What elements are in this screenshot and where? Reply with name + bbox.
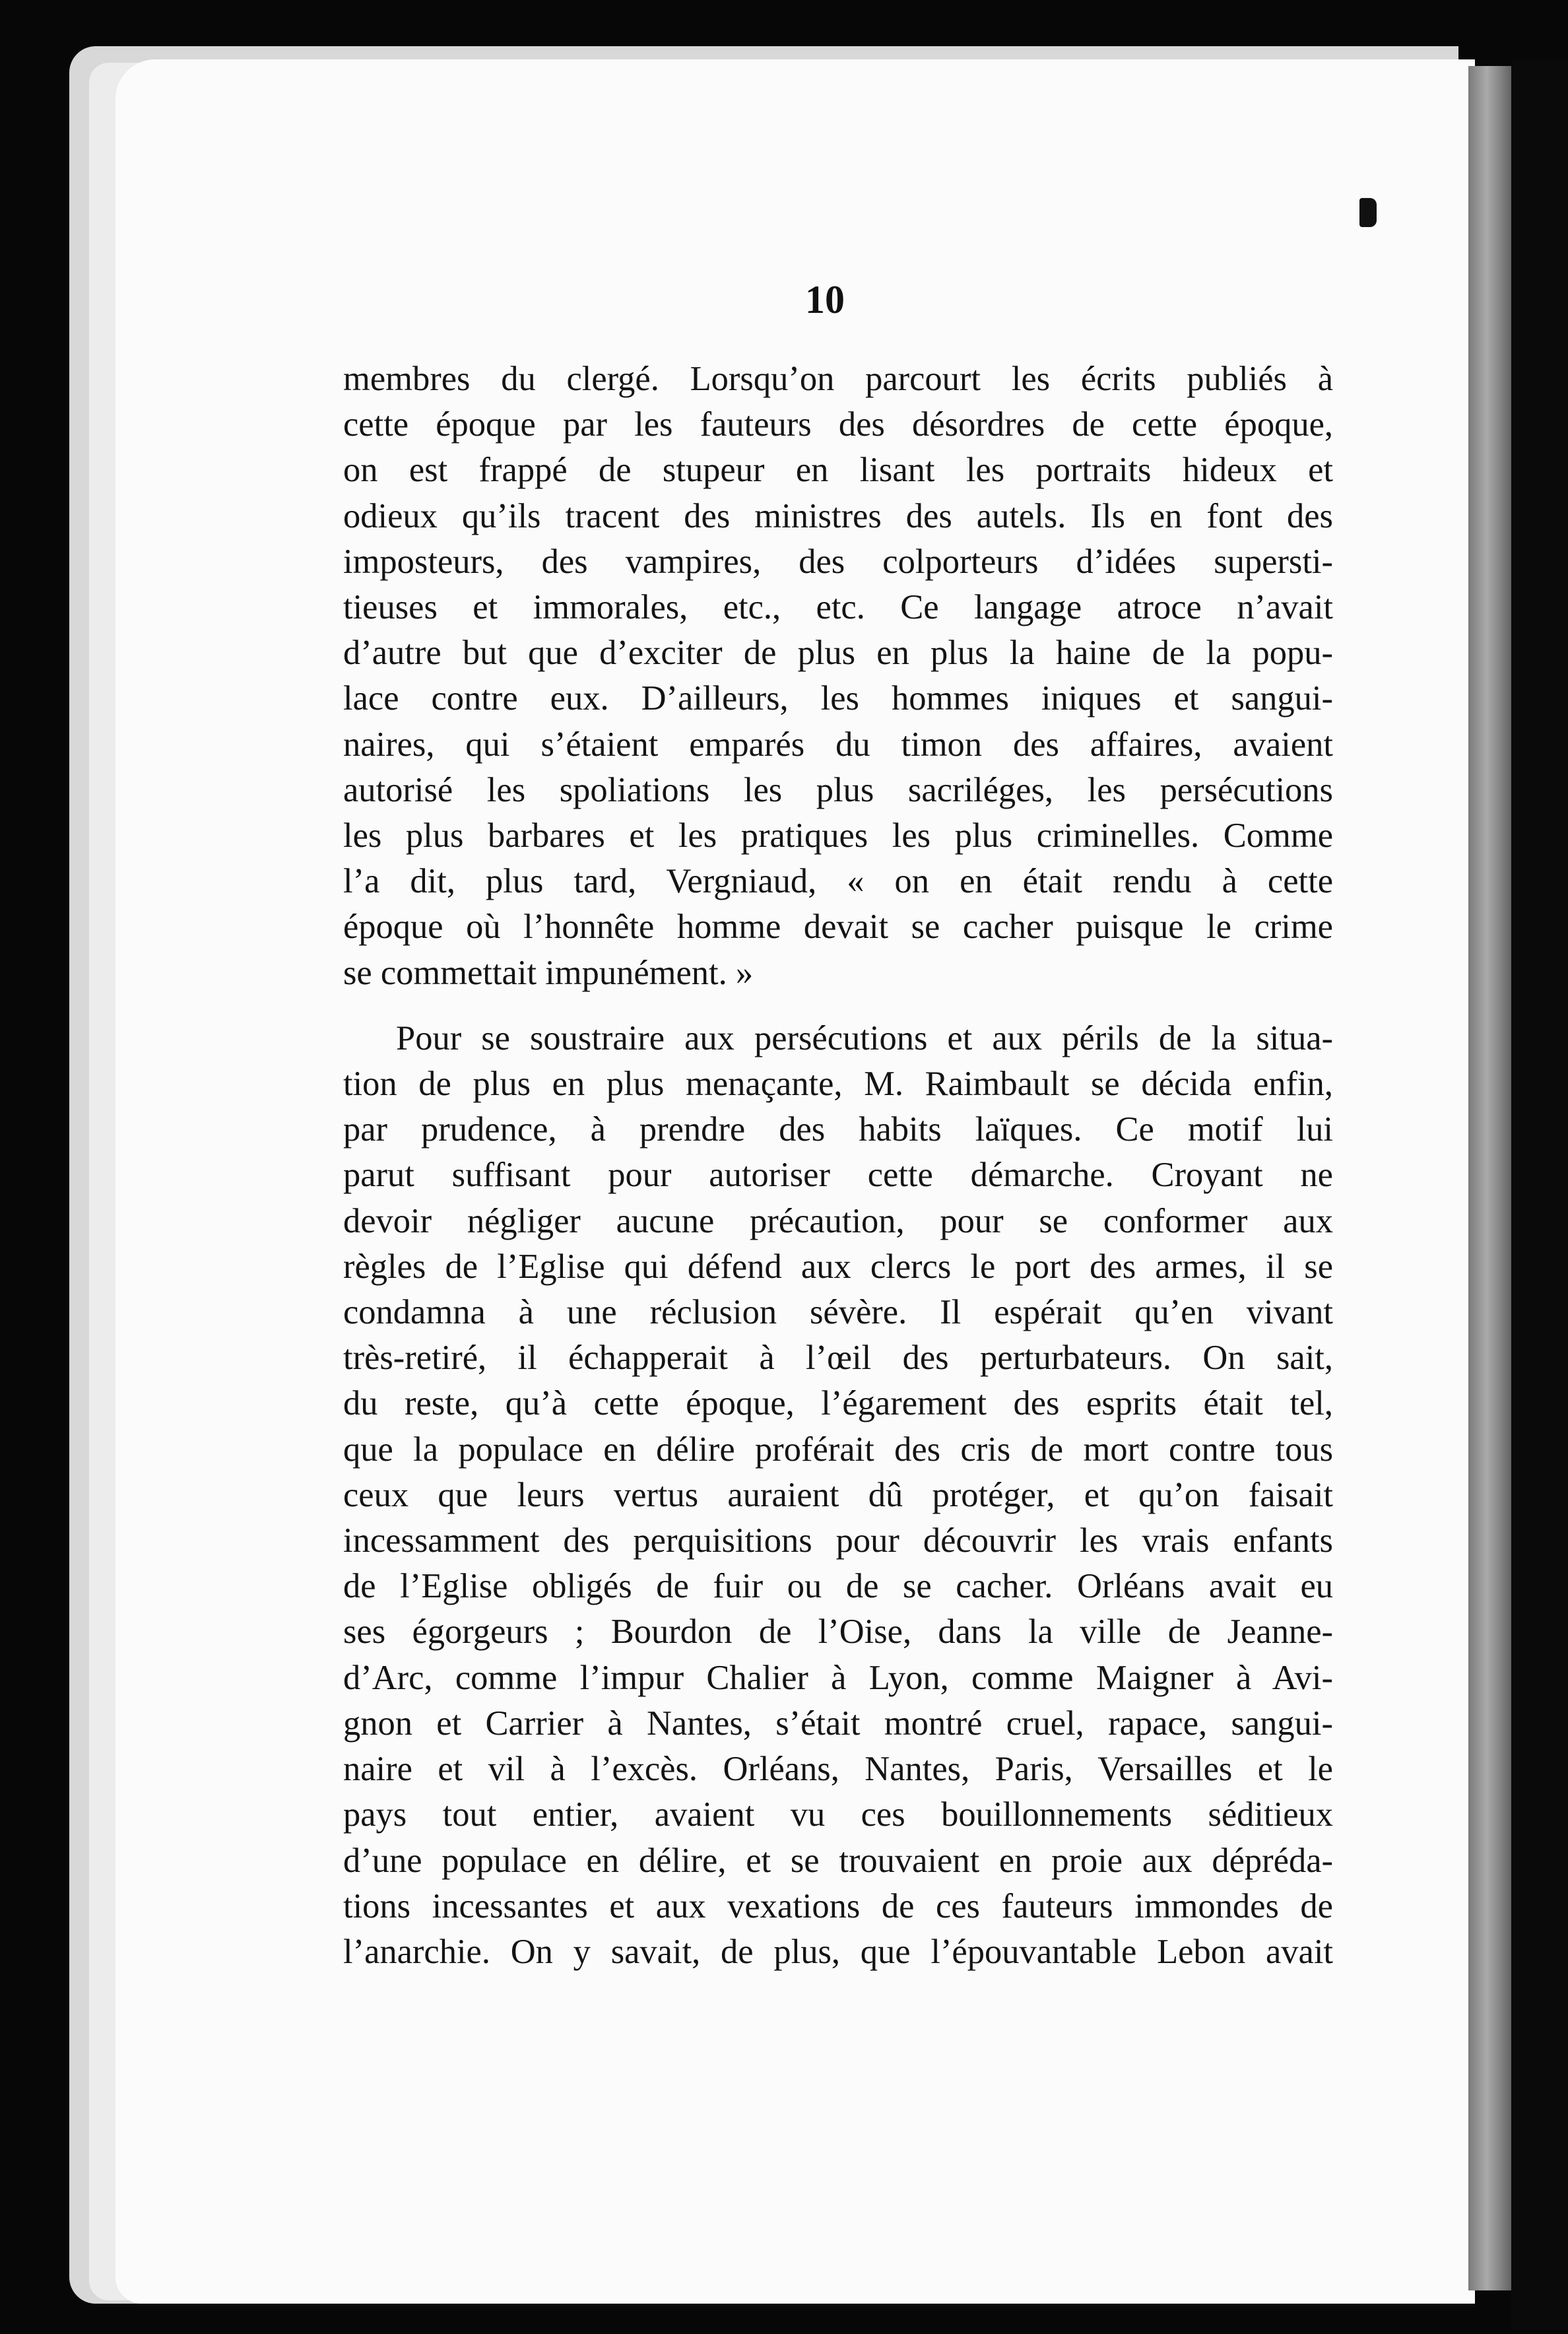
text-line: tieuses et immorales, etc., etc. Ce langage atroce n’avait	[343, 588, 1333, 627]
text-line: autorisé les spoliations les plus sacriléges, les persécutions	[343, 770, 1333, 809]
text-line: condamna à une réclusion sévère. Il espérait qu’en vivant	[343, 1293, 1333, 1332]
text-line: de l’Eglise obligés de fuir ou de se cacher. Orléans avait eu	[343, 1567, 1333, 1606]
page-marker-icon	[1359, 198, 1377, 227]
text-line: naire et vil à l’excès. Orléans, Nantes, Paris, Versailles et le	[343, 1750, 1333, 1789]
text-line: époque où l’honnête homme devait se cacher puisque le crime	[343, 908, 1333, 947]
text-line: gnon et Carrier à Nantes, s’était montré cruel, rapace, sangui-	[343, 1704, 1333, 1743]
text-line: imposteurs, des vampires, des colporteurs d’idées supersti-	[343, 542, 1333, 581]
text-line: très-retiré, il échapperait à l’œil des perturbateurs. On sait,	[343, 1339, 1333, 1378]
body-text	[343, 356, 1333, 1975]
page-number: 10	[805, 278, 845, 321]
text-line: Pour se soustraire aux persécutions et aux périls de la situa-	[396, 1018, 1333, 1057]
text-line: par prudence, à prendre des habits laïques. Ce motif lui	[343, 1110, 1333, 1149]
text-line: on est frappé de stupeur en lisant les portraits hideux et	[343, 451, 1333, 490]
text-line: d’une populace en délire, et se trouvaient en proie aux dépréda-	[343, 1841, 1333, 1880]
text-line: ses égorgeurs ; Bourdon de l’Oise, dans la ville de Jeanne-	[343, 1613, 1333, 1651]
text-line: parut suffisant pour autoriser cette démarche. Croyant ne	[343, 1156, 1333, 1195]
text-line: ceux que leurs vertus auraient dû protéger, et qu’on faisait	[343, 1475, 1333, 1514]
scan-edge	[1511, 59, 1568, 2330]
text-line: naires, qui s’étaient emparés du timon des affaires, avaient	[343, 725, 1333, 764]
text-line: membres du clergé. Lorsqu’on parcourt les écrits publiés à	[343, 360, 1333, 398]
binding-edge	[1468, 66, 1515, 2290]
text-line: cette époque par les fauteurs des désordres de cette époque,	[343, 405, 1333, 444]
text-line: tion de plus en plus menaçante, M. Raimbault se décida enfin,	[343, 1065, 1333, 1104]
text-line: l’anarchie. On y savait, de plus, que l’épouvantable Lebon avait	[343, 1932, 1333, 1971]
text-line: devoir négliger aucune précaution, pour se conformer aux	[343, 1201, 1333, 1240]
text-line: d’Arc, comme l’impur Chalier à Lyon, comme Maigner à Avi-	[343, 1658, 1333, 1697]
text-line: tions incessantes et aux vexations de ces fauteurs immondes de	[343, 1886, 1333, 1925]
text-line: d’autre but que d’exciter de plus en plus la haine de la popu-	[343, 634, 1333, 673]
text-line: lace contre eux. D’ailleurs, les hommes iniques et sangui-	[343, 679, 1333, 718]
text-line: l’a dit, plus tard, Vergniaud, « on en était rendu à cette	[343, 862, 1333, 901]
text-line: les plus barbares et les pratiques les plus criminelles. Comme	[343, 817, 1333, 855]
paragraph-1	[343, 356, 1333, 996]
text-line: que la populace en délire proférait des cris de mort contre tous	[343, 1430, 1333, 1469]
text-line: se commettait impunément. »	[343, 953, 754, 992]
paragraph-2	[343, 1016, 1333, 1975]
text-line: règles de l’Eglise qui défend aux clercs le port des armes, il se	[343, 1247, 1333, 1286]
text-line: incessamment des perquisitions pour découvrir les vrais enfants	[343, 1521, 1333, 1560]
text-line: odieux qu’ils tracent des ministres des autels. Ils en font des	[343, 496, 1333, 535]
text-line: pays tout entier, avaient vu ces bouillonnements séditieux	[343, 1795, 1333, 1834]
text-line: du reste, qu’à cette époque, l’égarement des esprits était tel,	[343, 1384, 1333, 1423]
